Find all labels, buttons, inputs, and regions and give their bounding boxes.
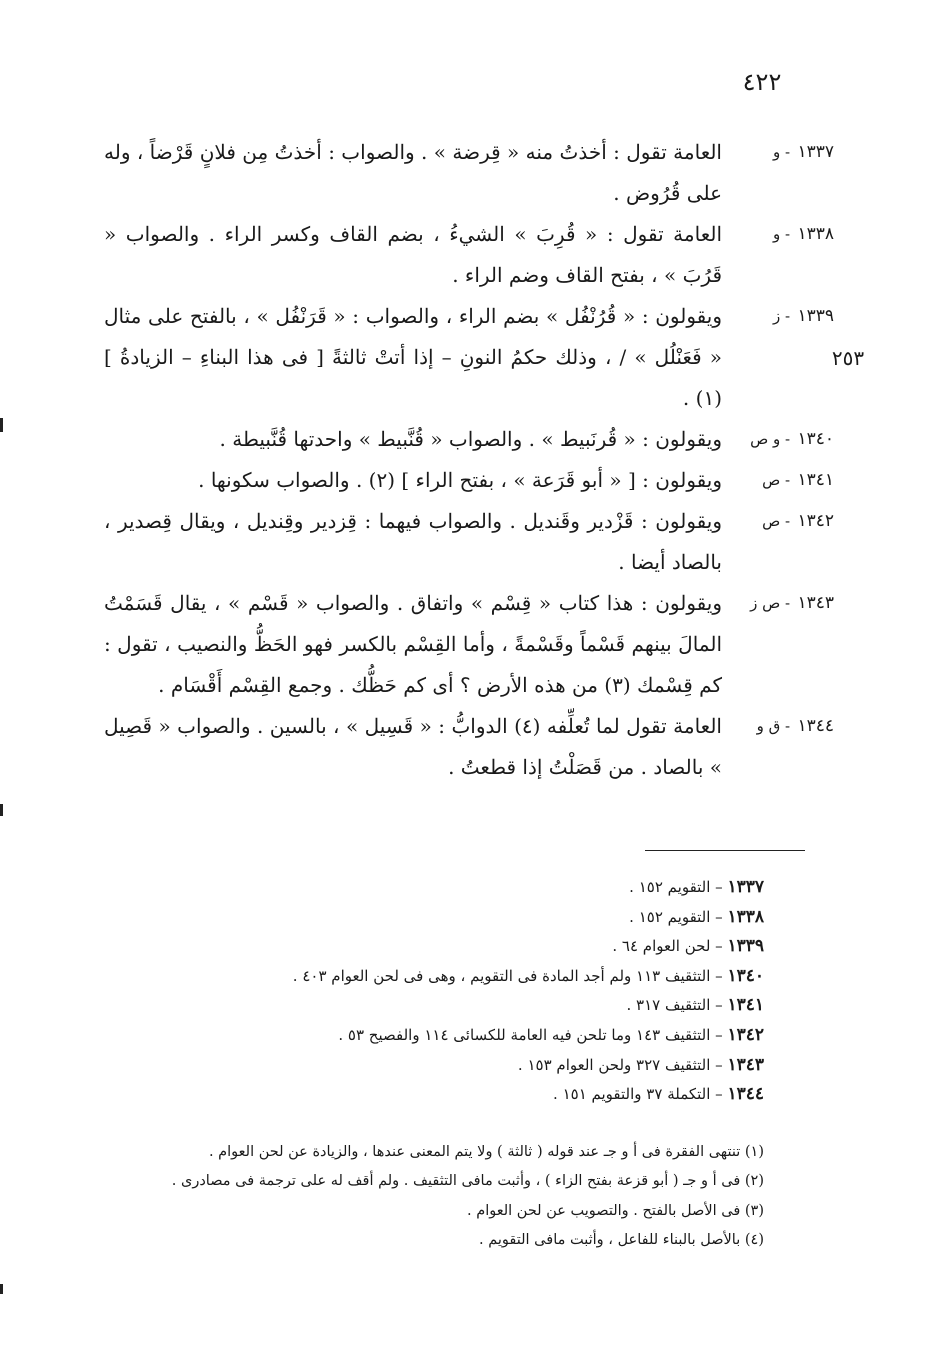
source-reference [100,991,764,1021]
entry [104,583,834,706]
entry-text: ويقولون : هذا كتاب « قِسْم » واتفاق . والصواب « قَسْم » ، يقال قَسَمْتُ المالَ بينهم قَسْماً وقَسْمةً ، وأما القِسْم بالكسر فهو الحَظُّ والنصيب ، تقول : كم قِسْمك (٣) من هذه الأرض ؟ أى كم حَظُّك . وجمع القِسْم أَقْسَام . [104,591,722,697]
source-entry-number: ١٣٣٩ [727,936,764,957]
entry-number: ١٣٤٢ - ص [762,511,834,531]
scan-edge-mark [0,804,3,816]
entry-number: ١٣٤٠ - و ص [750,429,834,449]
source-entry-number: ١٣٤٣ [727,1054,764,1075]
margin-page-reference: ٢٥٣ [831,346,865,370]
footnote: (٣) فى الأصل بالفتح . والتصويب عن لحن العوام . [467,1202,764,1219]
entry [104,706,834,788]
source-text: – التثقيف ١٤٣ وما تلحن فيه العامة للكسائى ١١٤ والفصيح ٥٣ . [338,1025,723,1044]
entry [104,214,834,296]
entry-source-code: - ص ز [750,594,791,612]
source-text: – التكملة ٣٧ والتقويم ١٥١ . [553,1085,723,1104]
entry-text: العامة تقول : « قُرِبَ » الشيءُ ، بضم القاف وكسر الراء . والصواب « قَرُبَ » ، بفتح القاف وضم الراء . [104,222,722,287]
source-text: – التقويم ١٥٢ . [629,907,723,926]
source-text: – التثقيف ٣١٧ . [626,996,723,1015]
entry-source-code: - و [772,143,791,161]
source-entry-number: ١٣٤١ [727,995,764,1016]
entry-number: ١٣٤٤ - ق و [756,716,834,736]
entry-text: ويقولون : قَزْدير وقَنديل . والصواب فيهما : قِزدير وقِنديل ، ويقال قِصدير ، بالصاد أيضا . [104,509,722,574]
source-text: – التثقيف ١١٣ ولم أجد المادة فى التقويم ، وهى فى لحن العوام ٤٠٣ . [292,966,723,985]
sources-list [100,873,764,1110]
source-entry-number: ١٣٤٠ [727,965,764,986]
footnote: (٢) فى أ و جـ ( أبو قزعة بفتح الزاء ) ، وأثبت مافى التثقيف . ولم أقف له على ترجمة فى مصادرى . [171,1173,764,1190]
entry-text: ويقولون : « قُرنَبيط » . والصواب « قُنَّبيط » واحدتها قُنَّبيطة . [219,427,722,451]
entry-number: ١٣٤١ - ص [762,470,834,490]
entry-number: ١٣٣٧ - و [772,142,834,162]
footnote: (٤) بالأصل بالبناء للفاعل ، وأثبت مافى التقويم . [479,1232,764,1249]
source-text: – لحن العوام ٦٤ . [612,937,723,956]
scan-edge-mark [0,418,3,432]
source-entry-number: ١٣٣٨ [727,906,764,927]
entry-number: ١٣٣٨ - و [772,224,834,244]
entry [104,296,834,419]
source-entry-number: ١٣٤٢ [727,1024,764,1045]
source-reference [100,932,764,962]
source-reference [100,1080,764,1110]
entry-source-code: - ص [762,512,791,530]
source-reference [100,873,764,903]
entry [104,419,834,460]
entry-text: العامة تقول : أخذتُ منه « قِرضة » . والصواب : أخذتُ مِن فلانٍ قَرْضاً ، وله على قُرُوض . [104,140,722,205]
entry-source-code: - ق و [756,717,791,735]
source-entry-number: ١٣٤٤ [727,1084,764,1105]
entry-text: ويقولون : [ « أبو قَرَعة » ، بفتح الراء ] (٢) . والصواب سكونها . [198,468,722,492]
entry-source-code: - ز [772,307,791,325]
source-reference [100,1021,764,1051]
entry-text: العامة تقول لما تُعلِّفه (٤) الدوابُّ : « قَسِيل » ، بالسين . والصواب « قَصِيل » بالصاد . من قَصَلْتُ إذا قطعتُ . [104,714,722,779]
source-text: – التقويم ١٥٢ . [629,878,723,896]
entry [104,501,834,583]
entry [104,460,834,501]
source-reference [100,962,764,992]
entry-number: ١٣٤٣ - ص ز [750,593,834,613]
footnotes [100,1138,764,1256]
source-reference [100,903,764,933]
entry-source-code: - ص [762,471,791,489]
entries-list [104,132,834,788]
entry-number: ١٣٣٩ - ز [772,306,834,326]
footnote: (١) تنتهى الفقرة فى أ و جـ عند قوله ( ثالثة ) ولا يتم المعنى عندها ، والزيادة عن لحن العوام . [208,1144,764,1160]
source-entry-number: ١٣٣٧ [727,877,764,897]
scan-edge-mark [0,1284,3,1294]
page-number: ٤٢٢ [742,68,782,96]
entry-text: ويقولون : « قُرُنْفُل » بضم الراء ، والصواب : « قَرَنْفُل » ، بالفتح على مثال « فَعَنْلُل » / ، وذلك حكمُ النونِ – إذا أتتْ ثالثةً [ فى هذا البناءِ – الزيادةُ ] (١) . [104,304,722,410]
entry [104,132,834,214]
footnote-separator [645,850,805,851]
source-reference [100,1051,764,1081]
source-text: – التثقيف ٣٢٧ ولحن العوام ١٥٣ . [517,1055,723,1074]
entry-source-code: - و [772,225,791,243]
entry-source-code: - و ص [750,430,791,448]
